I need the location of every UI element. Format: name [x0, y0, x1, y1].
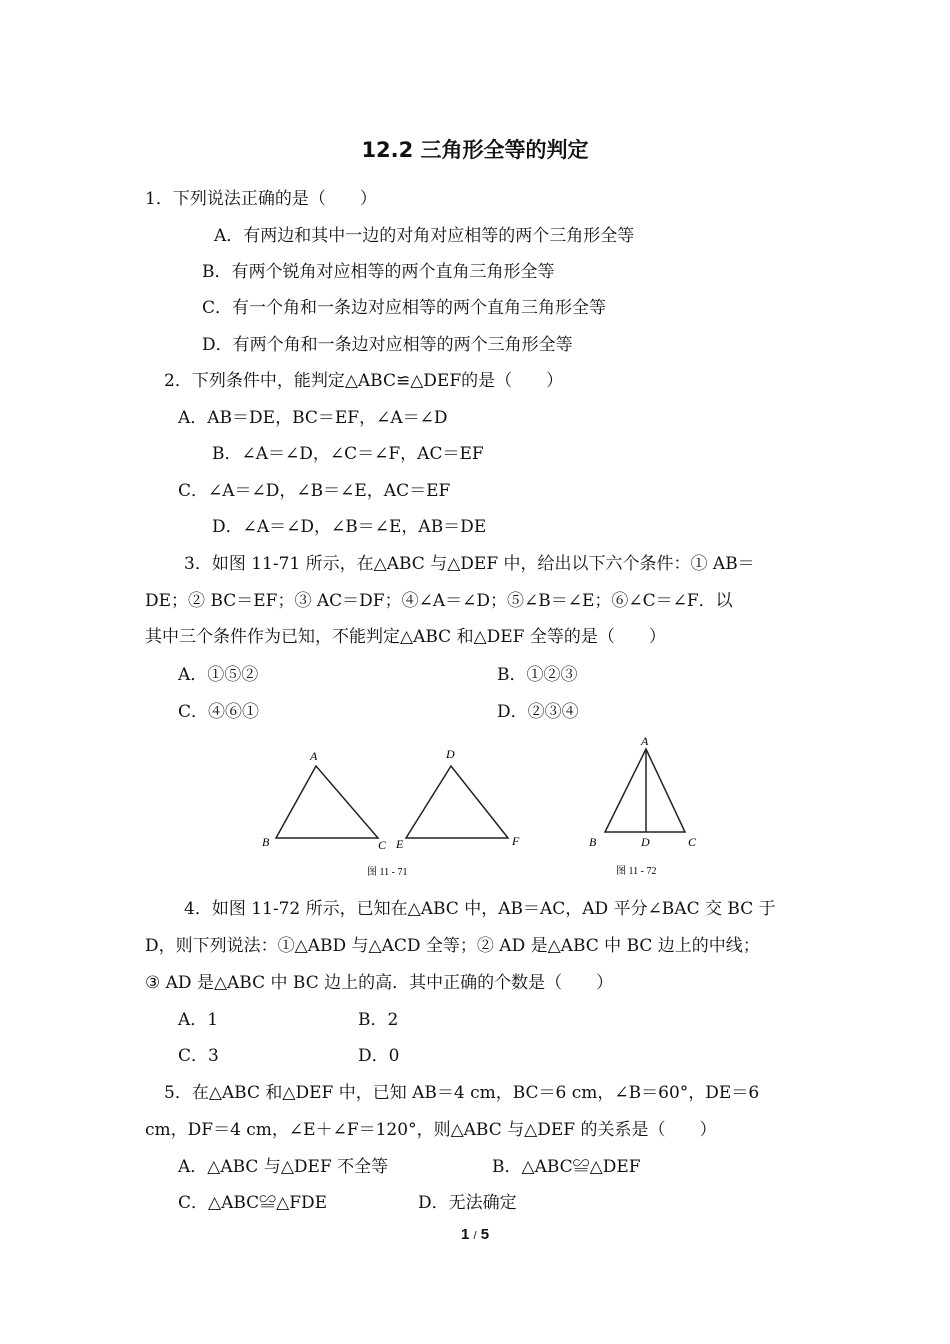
q1-stem: 1．下列说法正确的是（ ）: [145, 189, 377, 209]
q1-option-b: B．有两个锐角对应相等的两个直角三角形全等: [202, 262, 555, 282]
page-total: 5: [480, 1226, 490, 1243]
q4-option-c: C．3: [178, 1046, 219, 1066]
q4-line-1: 4．如图 11-72 所示，已知在△ABC 中，AB＝AC，AD 平分∠BAC 交 BC 于: [184, 899, 776, 919]
page-separator: /: [473, 1230, 477, 1242]
q4-option-b: B．2: [358, 1010, 399, 1030]
q2-option-a: A．AB＝DE，BC＝EF，∠A＝∠D: [178, 408, 448, 428]
q5-option-d: D．无法确定: [418, 1193, 517, 1213]
q3-option-c: C．④⑥①: [178, 702, 260, 722]
q3-option-a: A．①⑤②: [178, 665, 259, 685]
q3-option-b: B．①②③: [497, 665, 578, 685]
q5-line-1: 5．在△ABC 和△DEF 中，已知 AB＝4 cm，BC＝6 cm，∠B＝60°，DE＝6: [164, 1083, 760, 1103]
q5-option-b: B．△ABC≌△DEF: [492, 1157, 641, 1177]
fig72-label-a: A: [641, 734, 649, 748]
fig71-label-a: A: [310, 749, 318, 763]
fig71-label-e: E: [396, 837, 404, 851]
fig71-label-b: B: [262, 835, 270, 849]
q5-line-2: cm，DF＝4 cm，∠E＋∠F＝120°，则△ABC 与△DEF 的关系是（ ）: [145, 1120, 717, 1140]
page-title: 12.2 三角形全等的判定: [361, 138, 589, 162]
q1-option-a: A．有两边和其中一边的对角对应相等的两个三角形全等: [214, 226, 635, 246]
page-current: 1: [460, 1226, 470, 1243]
fig72-label-d: D: [641, 835, 650, 849]
q3-line-2: DE；② BC＝EF；③ AC＝DF；④∠A＝∠D；⑤∠B＝∠E；⑥∠C＝∠F．以: [145, 591, 733, 611]
page-number: [0, 1226, 950, 1243]
triangle-abc-isosceles: [605, 749, 685, 832]
q1-option-d: D．有两个角和一条边对应相等的两个三角形全等: [202, 335, 573, 355]
q4-option-d: D．0: [358, 1046, 400, 1066]
fig72-caption: 图 11 - 72: [616, 866, 657, 877]
triangle-abc: [276, 766, 378, 838]
q2-stem: 2．下列条件中，能判定△ABC≌△DEF的是（ ）: [164, 371, 564, 391]
q4-option-a: A．1: [178, 1010, 219, 1030]
q2-option-c: C．∠A＝∠D，∠B＝∠E，AC＝EF: [178, 481, 451, 501]
q5-option-a: A．△ABC 与△DEF 不全等: [178, 1157, 389, 1177]
q5-option-c: C．△ABC≌△FDE: [178, 1193, 328, 1213]
fig71-caption: 图 11 - 71: [367, 867, 408, 878]
fig71-label-d: D: [446, 747, 455, 761]
fig71-label-f: F: [512, 834, 520, 848]
figures-11-71-and-11-72: [250, 732, 710, 882]
q1-option-c: C．有一个角和一条边对应相等的两个直角三角形全等: [202, 298, 607, 318]
q4-line-3: ③ AD 是△ABC 中 BC 边上的高．其中正确的个数是（ ）: [145, 973, 614, 993]
q3-option-d: D．②③④: [497, 702, 579, 722]
fig71-label-c: C: [378, 838, 387, 852]
q2-option-b: B．∠A＝∠D，∠C＝∠F，AC＝EF: [212, 444, 484, 464]
q3-line-1: 3．如图 11-71 所示，在△ABC 与△DEF 中，给出以下六个条件：① AB＝: [184, 554, 755, 574]
fig72-label-b: B: [589, 835, 597, 849]
fig72-label-c: C: [688, 835, 697, 849]
q3-line-3: 其中三个条件作为已知，不能判定△ABC 和△DEF 全等的是（ ）: [145, 627, 666, 647]
q2-option-d: D．∠A＝∠D，∠B＝∠E，AB＝DE: [212, 517, 487, 537]
q4-line-2: D，则下列说法：①△ABD 与△ACD 全等；② AD 是△ABC 中 BC 边上的中线；: [145, 936, 760, 956]
triangle-def: [406, 766, 508, 838]
